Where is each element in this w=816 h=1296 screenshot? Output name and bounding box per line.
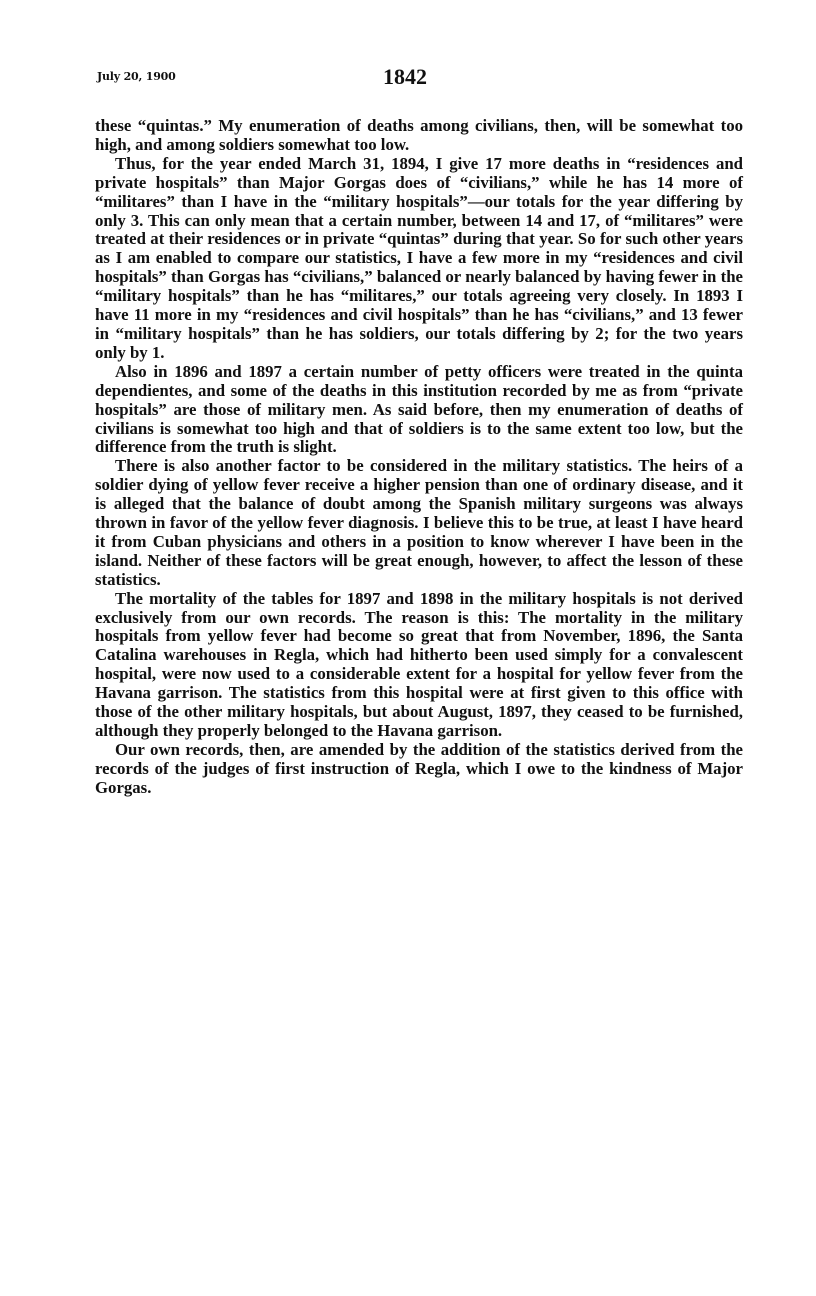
paragraph-5: The mortality of the tables for 1897 and 1898 in the military hospitals is not derived exclusively from our own records. The reason is this: The mortality in the military hospitals from yellow fever had become so great that from November, 1896, the Santa Catalina warehouses in Regla, which had hitherto been used simply for a convalescent hospital, were now used to a considerable extent for a hospital for yellow fever from the Havana garrison. The statistics from this hospital were at first given to this office with those of the other military hospitals, but about August, 1897, they ceased to be furnished, although they properly belonged to the Havana garrison. xyxy=(95,588,743,740)
paragraph-2: Thus, for the year ended March 31, 1894, I give 17 more deaths in “residences and private hospitals” than Major Gorgas does of “civilians,” while he has 14 more of “militares” than I have in the “military hospitals”—our totals for the year differing by only 3. This can only mean that a certain number, between 14 and 17, of “militares” were treated at their residences or in private “quintas” during that year. So for such other years as I am enabled to compare our statistics, I have a few more in my “residences and civil hospitals” than Gorgas has “civilians,” balanced or nearly balanced by having fewer in the “military hospitals” than he has “militares,” our totals agreeing very closely. In 1893 I have 11 more in my “residences and civil hospitals” than he has “civilians,” and 13 fewer in “military hospitals” than he has soldiers, our totals differing by 2; for the two years only by 1. xyxy=(95,153,743,362)
body-text xyxy=(95,117,743,798)
paragraph-3: Also in 1896 and 1897 a certain number of petty officers were treated in the quinta dependientes, and some of the deaths in this institution recorded by me as from “private hospitals” are those of military men. As said before, then my enumeration of deaths of civilians is somewhat too high and that of soldiers is to the same extent too low, but the difference from the truth is slight. xyxy=(95,361,743,457)
paragraph-6: Our own records, then, are amended by the addition of the statistics derived from the records of the judges of first instruction of Regla, which I owe to the kindness of Major Gorgas. xyxy=(95,739,743,797)
paragraph-1: these “quintas.” My enumeration of deaths among civilians, then, will be somewhat too high, and among soldiers somewhat too low. xyxy=(95,116,743,154)
paragraph-4: There is also another factor to be considered in the military statistics. The heirs of a soldier dying of yellow fever receive a higher pension than one of ordinary disease, and it is alleged that the balance of doubt among the Spanish military surgeons was always thrown in favor of the yellow fever diagnosis. I believe this to be true, at least I have heard it from Cuban physicians and others in a position to know wherever I have been in the island. Neither of these factors will be great enough, however, to affect the lesson of these statistics. xyxy=(95,456,743,589)
page-number: 1842 xyxy=(383,64,427,89)
header-date: July 20, 1900 xyxy=(97,70,176,83)
